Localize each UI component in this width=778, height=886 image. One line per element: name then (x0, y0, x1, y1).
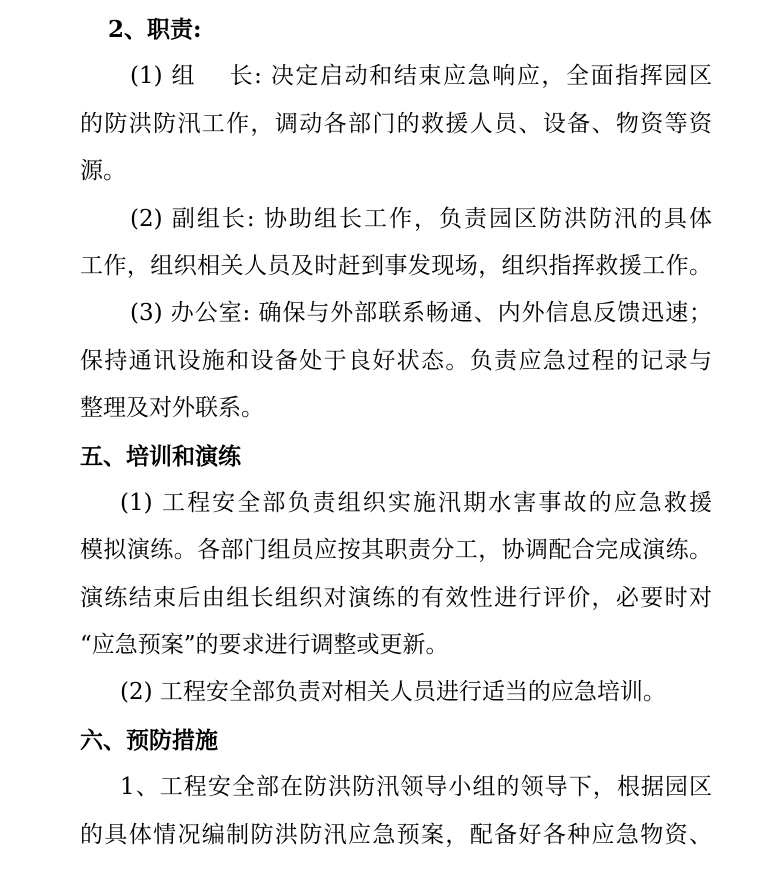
paragraph-line: (1) 组 长: 决定启动和结束应急响应，全面指挥园区 (130, 63, 712, 90)
document-page (80, 6, 712, 859)
section-heading-duties: 2、职责: (108, 16, 202, 43)
section-training (80, 433, 712, 717)
paragraph-line: 的具体情况编制防洪防汛应急预案，配备好各种应急物资、 (80, 821, 712, 848)
paragraph-line: 1、工程安全部在防洪防汛领导小组的领导下，根据园区 (120, 774, 712, 801)
paragraph-line: (1) 工程安全部负责组织实施汛期水害事故的应急救援 (120, 489, 712, 516)
paragraph-line: 保持通讯设施和设备处于良好状态。负责应急过程的记录与 (80, 347, 712, 374)
paragraph-line: 演练结束后由组长组织对演练的有效性进行评价，必要时对 (80, 584, 712, 611)
paragraph-line: (2) 工程安全部负责对相关人员进行适当的应急培训。 (120, 679, 666, 706)
section-heading-training: 五、培训和演练 (80, 442, 241, 470)
paragraph-line: “应急预案”的要求进行调整或更新。 (80, 632, 449, 659)
training-item-drill (80, 480, 712, 670)
paragraph-line: 源。 (80, 158, 126, 185)
section-heading-prevention: 六、预防措施 (80, 726, 218, 754)
paragraph-line: 模拟演练。各部门组员应按其职责分工，协调配合完成演练。 (80, 537, 712, 564)
training-item-education (80, 669, 712, 716)
paragraph-line: 工作，组织相关人员及时赶到事发现场，组织指挥救援工作。 (80, 252, 712, 279)
paragraph-line: (2) 副组长: 协助组长工作，负责园区防洪防汛的具体 (130, 205, 712, 232)
section-duties (80, 6, 712, 433)
paragraph-line: 整理及对外联系。 (80, 395, 264, 422)
duty-item-office (80, 290, 712, 432)
duty-item-group-leader (80, 53, 712, 195)
section-prevention (80, 717, 712, 859)
paragraph-line: (3) 办公室: 确保与外部联系畅通、内外信息反馈迅速； (130, 300, 712, 327)
duty-item-deputy-leader (80, 196, 712, 291)
prevention-item-plan (80, 764, 712, 859)
paragraph-line: 的防洪防汛工作，调动各部门的救援人员、设备、物资等资 (80, 110, 712, 137)
